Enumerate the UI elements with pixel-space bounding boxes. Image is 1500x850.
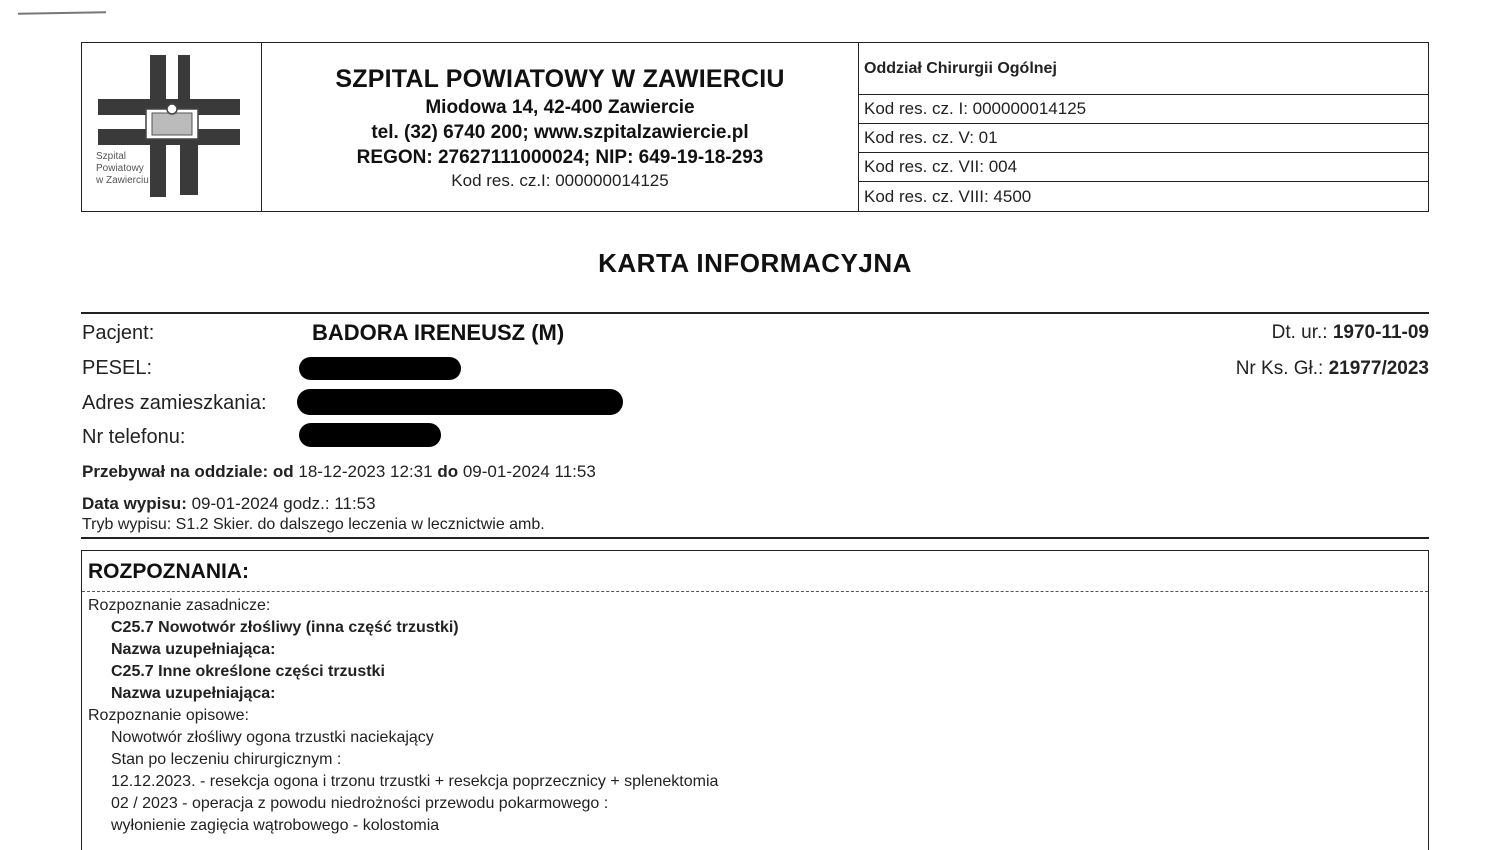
descriptive-line: wyłonienie zagięcia wątrobowego - kolostomia xyxy=(111,817,440,834)
redaction-address xyxy=(297,389,623,415)
pesel-label: PESEL: xyxy=(82,357,153,379)
stay-label: Przebywał na oddziale: xyxy=(82,462,269,481)
dob-label: Dt. ur.: xyxy=(1271,322,1328,343)
logo-line-2: Powiatowy xyxy=(96,163,144,174)
code-row: Kod res. cz. I: 000000014125 xyxy=(859,95,1428,124)
book-value: 21977/2023 xyxy=(1328,358,1429,379)
diagnoses-title: ROZPOZNANIA: xyxy=(88,560,249,583)
department-codes xyxy=(859,43,1428,211)
hospital-info xyxy=(262,43,859,211)
descriptive-line: 02 / 2023 - operacja z powodu niedrożności przewodu pokarmowego : xyxy=(111,795,609,812)
code-row: Kod res. cz. VIII: 4500 xyxy=(864,186,1032,206)
address-label: Adres zamieszkania: xyxy=(82,392,267,414)
diagnoses-section xyxy=(81,550,1429,850)
logo-text xyxy=(96,151,149,187)
redaction-phone xyxy=(299,423,441,447)
hospital-header xyxy=(81,42,1429,212)
hospital-code: Kod res. cz.I: 000000014125 xyxy=(451,171,669,190)
divider xyxy=(81,537,1429,539)
scan-artifact xyxy=(18,11,106,15)
department-name: Oddział Chirurgii Ogólnej xyxy=(859,43,1428,95)
code-row: Kod res. cz. VII: 004 xyxy=(859,153,1428,182)
stay-to-label: do xyxy=(437,462,459,481)
main-diagnosis-2: C25.7 Inne określone części trzustki xyxy=(111,663,385,680)
date-of-birth xyxy=(1272,322,1429,344)
code-row: Kod res. cz. V: 01 xyxy=(859,124,1428,153)
descriptive-line: 12.12.2023. - resekcja ogona i trzonu trzustki + resekcja poprzecznicy + splenektomia xyxy=(111,773,719,790)
hospital-name: SZPITAL POWIATOWY W ZAWIERCIU xyxy=(335,65,785,93)
main-diagnosis-label: Rozpoznanie zasadnicze: xyxy=(88,597,271,614)
supplementary-name-label: Nazwa uzupełniająca: xyxy=(111,641,276,658)
book-label: Nr Ks. Gł.: xyxy=(1235,358,1324,379)
hospital-address: Miodowa 14, 42-400 Zawiercie xyxy=(425,97,695,118)
hospital-logo xyxy=(82,43,262,211)
descriptive-line: Stan po leczeniu chirurgicznym : xyxy=(111,751,342,768)
document-title: KARTA INFORMACYJNA xyxy=(598,248,912,278)
main-diagnosis-1: C25.7 Nowotwór złośliwy (inna część trzustki) xyxy=(111,619,459,636)
patient-label: Pacjent: xyxy=(82,322,155,344)
diagnoses-body xyxy=(82,592,1428,837)
stay-to: 09-01-2024 11:53 xyxy=(462,462,596,481)
redaction-pesel xyxy=(299,357,461,380)
logo-line-1: Szpital xyxy=(96,151,127,162)
logo-line-3: w Zawierciu xyxy=(96,175,149,186)
patient-name: BADORA IRENEUSZ (M) xyxy=(312,320,565,345)
phone-label: Nr telefonu: xyxy=(82,426,186,448)
divider xyxy=(81,312,1429,314)
discharge-label: Data wypisu: xyxy=(82,494,187,513)
discharge-date xyxy=(82,494,376,514)
hospital-ids: REGON: 27627111000024; NIP: 649-19-18-293 xyxy=(356,147,764,168)
supplementary-name-label: Nazwa uzupełniająca: xyxy=(111,685,276,702)
stay-from: 18-12-2023 12:31 xyxy=(298,462,433,481)
stay-from-label: od xyxy=(272,462,294,481)
main-book-number xyxy=(1236,358,1429,380)
stay-period xyxy=(82,462,596,482)
discharge-mode: Tryb wypisu: S1.2 Skier. do dalszego leczenia w lecznictwie amb. xyxy=(82,516,545,533)
hospital-contact: tel. (32) 6740 200; www.szpitalzawiercie.pl xyxy=(371,122,749,143)
descriptive-line: Nowotwór złośliwy ogona trzustki naciekający xyxy=(111,729,434,746)
dob-value: 1970-11-09 xyxy=(1332,322,1429,343)
descriptive-diagnosis-label: Rozpoznanie opisowe: xyxy=(88,707,249,724)
discharge-value: 09-01-2024 godz.: 11:53 xyxy=(191,494,376,513)
